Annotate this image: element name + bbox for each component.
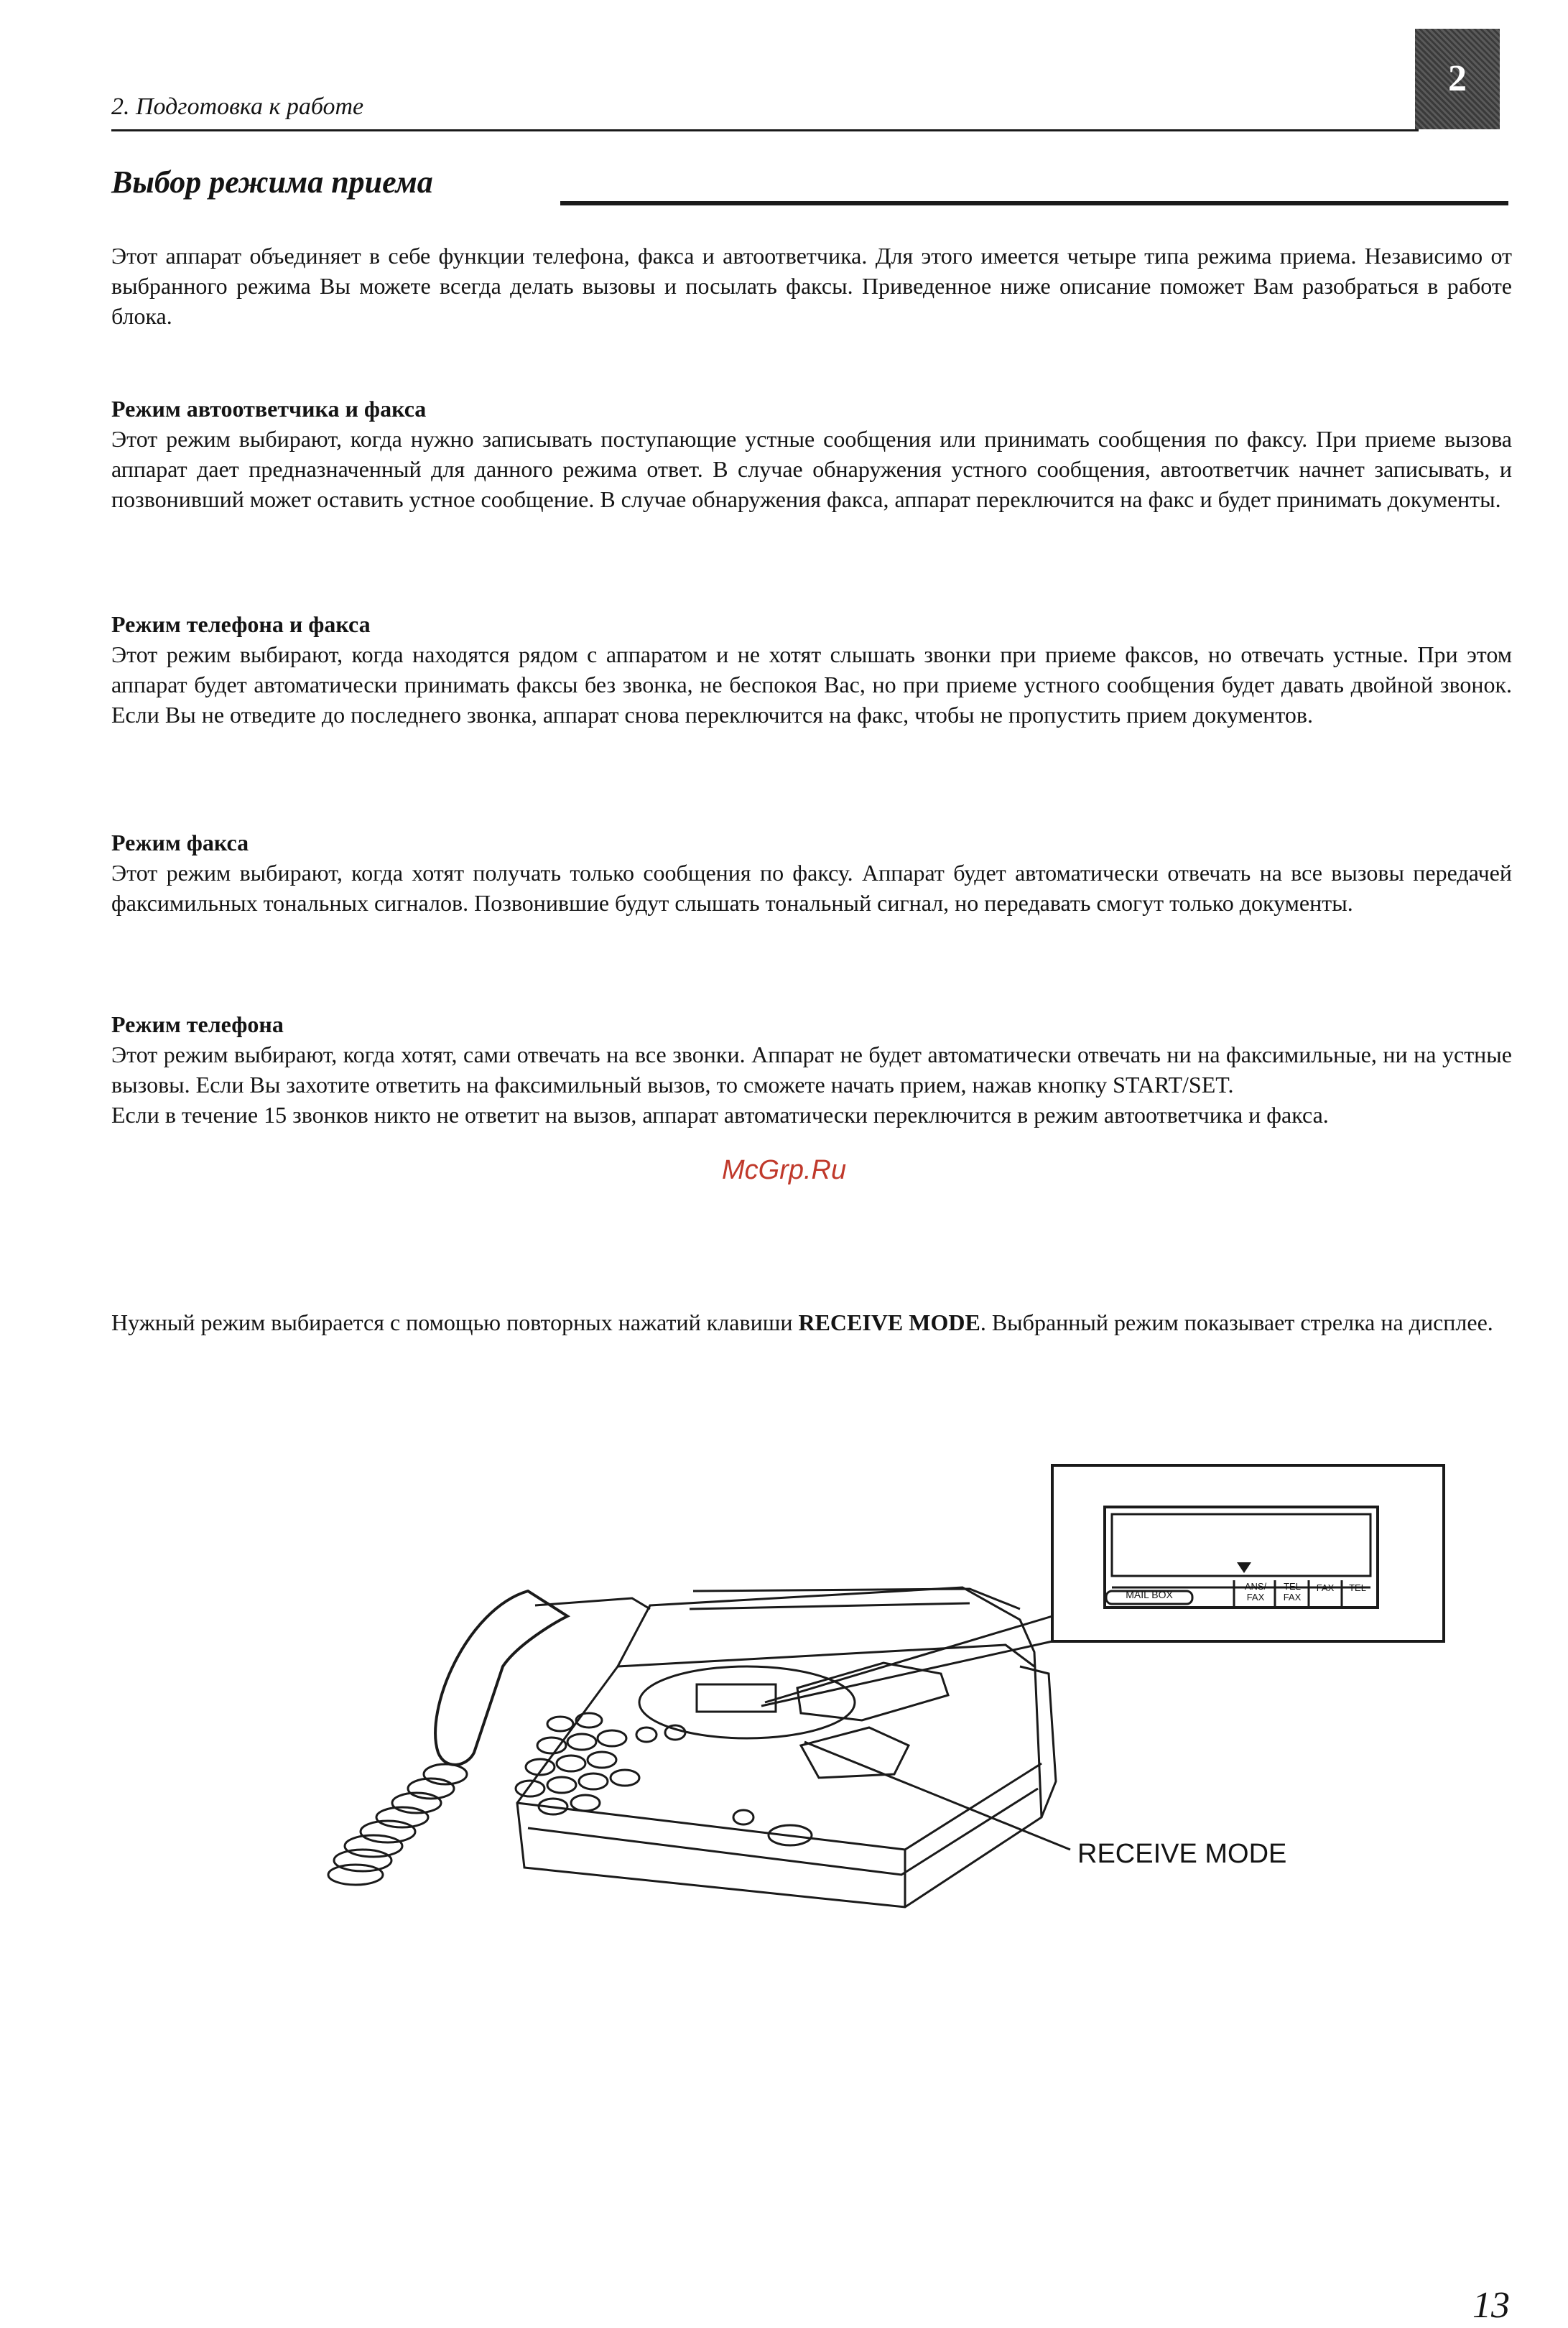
note-text: Нужный режим выбирается с помощью повторных нажатий клавиши <box>111 1309 799 1335</box>
section-text: Этот режим выбирают, когда хотят получать только сообщения по факсу. Аппарат будет автоматически отвечать на все вызовы передачей факсимильных тональных сигналов. Позвонившие будут слышать тональный сигнал, но передавать смогут только документы. <box>111 860 1512 916</box>
callout-line <box>765 1616 1052 1702</box>
ans-label-bottom: FAX <box>1246 1592 1265 1603</box>
coiled-cord <box>328 1764 467 1885</box>
tel-label: TEL <box>1349 1582 1366 1593</box>
section-heading: Режим телефона <box>111 1011 284 1037</box>
section-heading: Режим телефона и факса <box>111 611 371 637</box>
section-text: Этот режим выбирают, когда нужно записывать поступающие устные сообщения или принимать сообщения по факсу. При приеме вызова аппарат дает предназначенный для данного режима ответ. В случае обнаружения устного сообщения, автоответчик начнет записывать, и позвонивший может оставить устное сообщение. В случае обнаружения факса, аппарат переключится на факс и будет принимать документы. <box>111 426 1512 512</box>
ans-label-top: ANS/ <box>1244 1581 1267 1592</box>
section-heading: Режим автоответчика и факса <box>111 396 427 422</box>
fax-label: FAX <box>1316 1582 1335 1593</box>
section-heading: Режим факса <box>111 830 249 855</box>
mode-arrow-icon <box>1237 1562 1251 1573</box>
receive-mode-key: RECEIVE MODE <box>798 1309 980 1335</box>
tel-fax-label-bottom: FAX <box>1283 1592 1302 1603</box>
chapter-tab: 2 <box>1415 29 1500 129</box>
tel-fax-label <box>1277 1581 1307 1603</box>
page-number: 13 <box>1472 2285 1510 2326</box>
tel-fax-label-top: TEL <box>1284 1581 1301 1592</box>
section-text: Этот режим выбирают, когда находятся рядом с аппаратом и не хотят слышать звонки при приеме факсов, но отвечать устные. При этом аппарат будет автоматически принимать факсы без звонка, не беспокоя Вас, но при приеме устного сообщения будет давать двойной звонок. Если Вы не отведите до последнего звонка, аппарат снова переключится на факс, чтобы не пропустить прием документов. <box>111 641 1512 728</box>
note-text-end: . Выбранный режим показывает стрелка на дисплее. <box>980 1309 1493 1335</box>
intro-paragraph: Этот аппарат объединяет в себе функции телефона, факса и автоответчика. Для этого имеется четыре типа режима приема. Независимо от выбранного режима Вы можете всегда делать вызовы и посылать факсы. Приведенное ниже описание поможет Вам разобраться в работе блока. <box>111 243 1512 329</box>
keypad <box>516 1713 812 1845</box>
ans-fax-label <box>1237 1581 1274 1603</box>
mailbox-label: MAIL BOX <box>1126 1589 1173 1600</box>
machine-lcd <box>697 1684 776 1712</box>
receive-mode-pointer <box>804 1742 1070 1850</box>
page-title: Выбор режима приема <box>111 164 433 200</box>
section-header: 2. Подготовка к работе <box>111 93 364 120</box>
section-text-continued: Если в течение 15 звонков никто не ответит на вызов, аппарат автоматически переключится в режим автоответчика и факса. <box>111 1102 1329 1128</box>
section-text: Этот режим выбирают, когда хотят, сами отвечать на все звонки. Аппарат не будет автоматически отвечать ни на факсимильные, ни на устные вызовы. Если Вы захотите ответить на факсимильный вызов, то сможете начать прием, нажав кнопку START/SET. <box>111 1042 1512 1098</box>
receive-mode-callout-label: RECEIVE MODE <box>1077 1839 1287 1869</box>
watermark: McGrp.Ru <box>722 1155 847 1185</box>
